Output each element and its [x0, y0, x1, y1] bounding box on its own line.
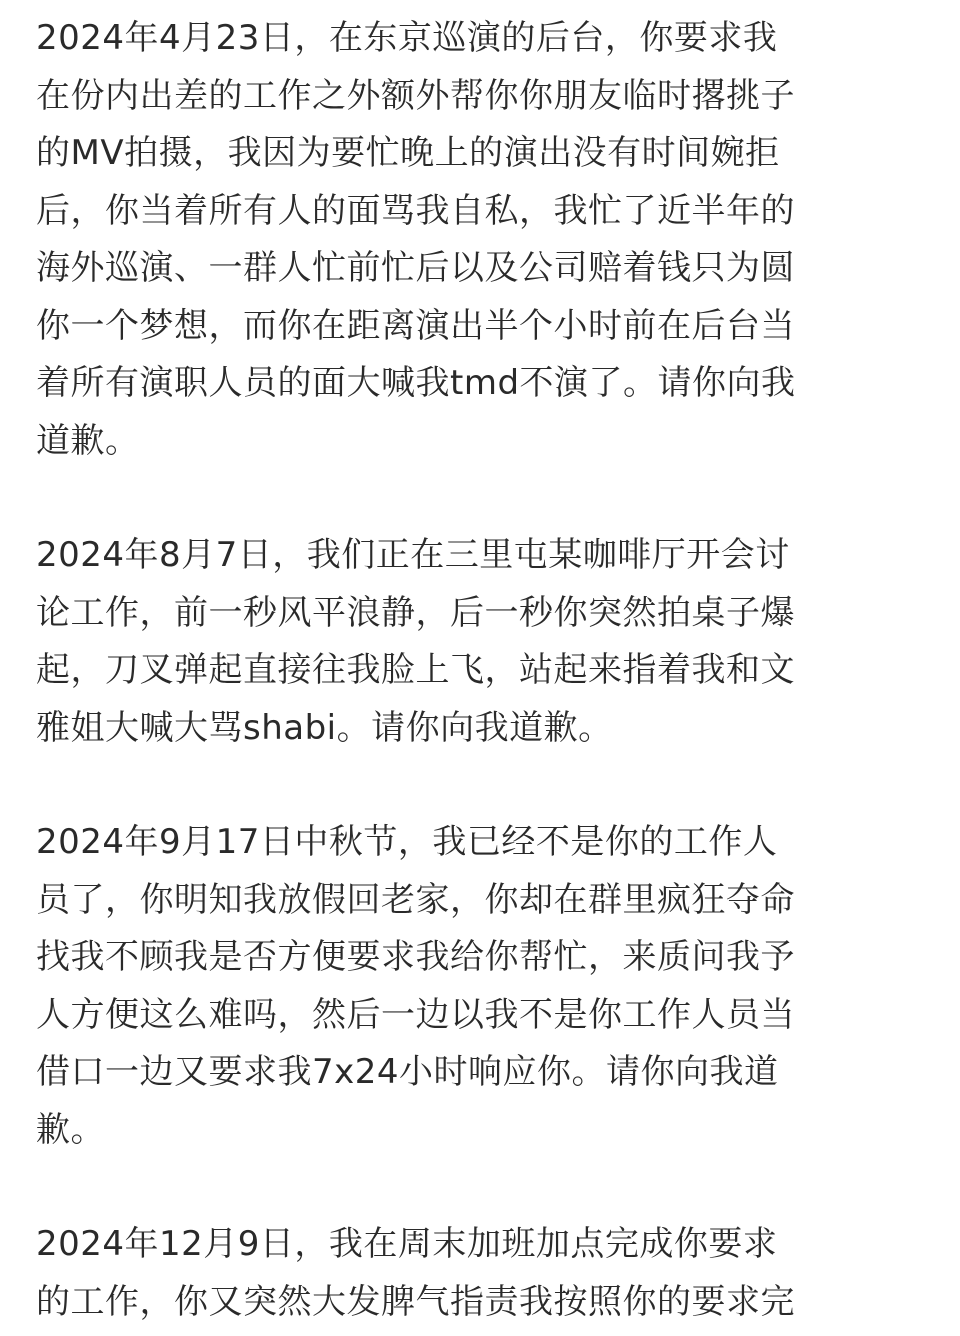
paragraph-december — [36, 1216, 926, 1331]
text-line: 找我不顾我是否方便要求我给你帮忙，来质问我予 — [36, 937, 795, 977]
text-line: 歉。 — [36, 1109, 105, 1150]
text-line: 你一个梦想，而你在距离演出半个小时前在后台当 — [36, 305, 795, 346]
text-line: 2024年8月7日，我们正在三里屯某咖啡厅开会讨 — [36, 535, 790, 575]
text-line: 雅姐大喊大骂shabi。请你向我道歉。 — [36, 707, 613, 748]
paragraph-september — [36, 814, 926, 1159]
text-line: 后，你当着所有人的面骂我自私，我忙了近半年的 — [36, 190, 795, 231]
text-line: 海外巡演、一群人忙前忙后以及公司赔着钱只为圆 — [36, 248, 795, 288]
text-line: 2024年12月9日，我在周末加班加点完成你要求 — [36, 1224, 778, 1264]
text-line: 着所有演职人员的面大喊我tmd不演了。请你向我 — [36, 363, 796, 403]
text-line: 道歉。 — [36, 420, 140, 461]
text-line: 2024年9月17日中秋节，我已经不是你的工作人 — [36, 822, 778, 862]
text-line: 起，刀叉弹起直接往我脸上飞，站起来指着我和文 — [36, 650, 795, 690]
text-line: 借口一边又要求我7x24小时响应你。请你向我道 — [36, 1052, 779, 1092]
paragraph-april — [36, 10, 926, 470]
text-line: 的MV拍摄，我因为要忙晚上的演出没有时间婉拒 — [36, 133, 780, 173]
text-line: 在份内出差的工作之外额外帮你你朋友临时撂挑子 — [36, 75, 795, 116]
text-line: 员了，你明知我放假回老家，你却在群里疯狂夺命 — [36, 879, 795, 920]
paragraph-august — [36, 527, 926, 757]
text-line: 论工作，前一秒风平浪静，后一秒你突然拍桌子爆 — [36, 592, 795, 633]
text-line: 人方便这么难吗，然后一边以我不是你工作人员当 — [36, 994, 795, 1035]
text-line: 的工作，你又突然大发脾气指责我按照你的要求完 — [36, 1281, 795, 1322]
text-line: 2024年4月23日，在东京巡演的后台，你要求我 — [36, 18, 778, 58]
